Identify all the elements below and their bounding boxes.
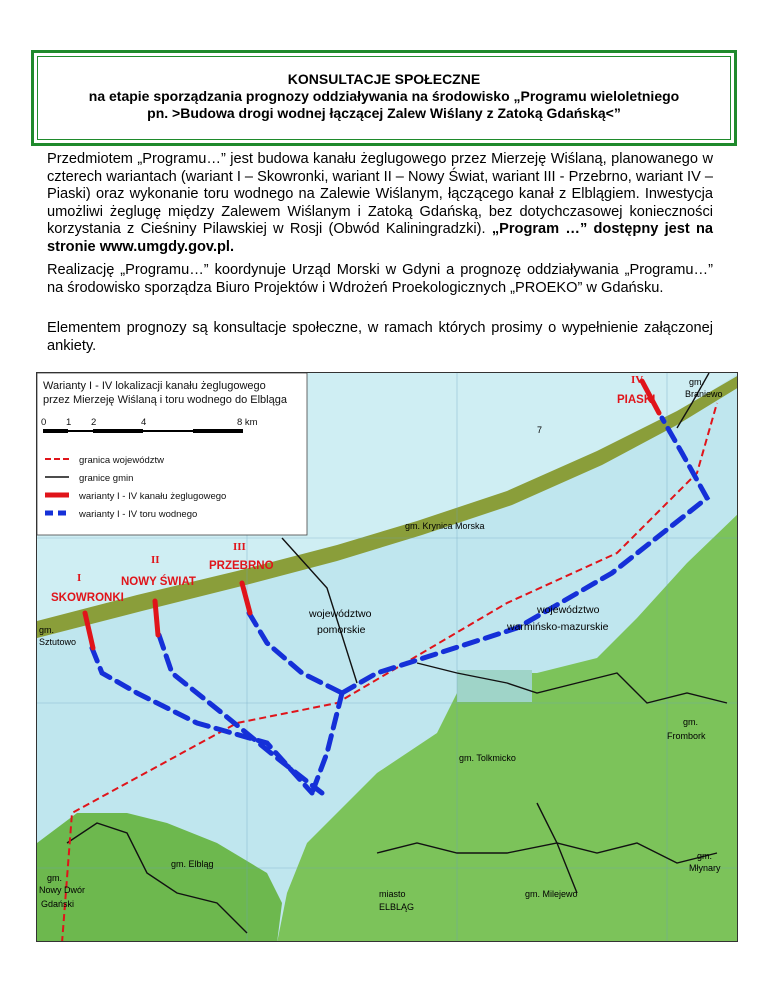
scale-tick: 1: [66, 417, 72, 428]
place-label: gm. Tolkmicko: [459, 753, 516, 763]
header-subtitle-line: na etapie sporządzania prognozy oddziaływania na środowisko „Programu wieloletniego: [88, 88, 680, 104]
program-availability-note: „Program …” dostępny jest na stronie www.umgdy.gov.pl.: [47, 221, 713, 255]
paragraph-survey-request: Elementem prognozy są konsultacje społeczne, w ramach których prosimy o wypełnienie załączonej ankiety.: [47, 320, 713, 354]
region-label: województwo: [309, 608, 372, 620]
variant-number: III: [233, 541, 246, 553]
variant-name: PIASKI: [617, 394, 656, 406]
variant-number: I: [77, 572, 82, 584]
header-title: KONSULTACJE SPOŁECZNE: [287, 71, 481, 87]
place-label: Braniewo: [685, 389, 723, 399]
variant-name: NOWY ŚWIAT: [121, 576, 196, 588]
scale-tick: 2: [91, 417, 97, 428]
header-frame: [31, 50, 737, 146]
variant-number: II: [151, 554, 160, 566]
place-label: gm.: [47, 873, 63, 883]
canal-variant-II: [155, 601, 158, 635]
grid-number: 7: [537, 425, 543, 435]
scale-tick: 4: [141, 417, 147, 428]
place-label: gm.: [697, 851, 713, 861]
legend-title-line: Warianty I - IV lokalizacji kanału żeglugowego: [43, 380, 266, 392]
region-label: pomorskie: [317, 624, 366, 636]
place-label: Gdański: [41, 899, 75, 909]
header-subtitle-line: pn. >Budowa drogi wodnej łączącej Zalew Wiślany z Zatoką Gdańską<”: [147, 105, 621, 121]
place-label: Młynary: [689, 863, 721, 873]
legend-label: warianty I - IV kanału żeglugowego: [79, 491, 227, 502]
legend-label: warianty I - IV toru wodnego: [79, 509, 198, 520]
map-legend: [37, 373, 307, 535]
place-label: gm. Milejewo: [525, 889, 578, 899]
place-label: Frombork: [667, 731, 706, 741]
legend-title-line: przez Mierzeję Wiślaną i toru wodnego do Elbląga: [43, 394, 287, 406]
variants-map: [36, 372, 738, 942]
variant-name: PRZEBRNO: [209, 560, 274, 572]
paragraph-program-description: [47, 151, 713, 257]
place-label: gm. Elbląg: [171, 859, 214, 869]
place-label: gm.: [39, 625, 55, 635]
place-label: Nowy Dwór: [39, 885, 86, 895]
paragraph-coordination: Realizację „Programu…” koordynuje Urząd Morski w Gdyni a prognozę oddziaływania „Programu…” na środowisko sporządza Biuro Projektów i Wdrożeń Proekologicznych „PROEKO” w Gdańsku.: [47, 262, 713, 296]
header-inner-frame: [37, 56, 731, 140]
variant-name: SKOWRONKI: [51, 592, 124, 604]
scale-tick: 8 km: [237, 417, 258, 428]
place-label: ELBLĄG: [379, 902, 415, 912]
place-label: Sztutowo: [39, 637, 77, 647]
map-canvas: [37, 373, 738, 942]
scale-tick: 0: [41, 417, 47, 428]
place-label: gm.: [689, 377, 705, 387]
place-label: gm.: [683, 717, 699, 727]
variant-number: IV: [631, 374, 644, 386]
region-label: województwo: [537, 604, 600, 616]
legend-label: granica województw: [79, 455, 165, 466]
place-label: miasto: [379, 889, 406, 899]
place-label: gm. Krynica Morska: [405, 521, 485, 531]
region-label: warmińsko-mazurskie: [507, 621, 609, 633]
paragraph-text: Przedmiotem „Programu…” jest budowa kanału żeglugowego przez Mierzeję Wiślaną, planowanego w czterech wariantach (wariant I – Skowronki, wariant II – Nowy Świat, wariant III - Przebrno, wariant IV – Piaski) oraz wykonanie toru wodnego na Zalewie Wiślanym, łączącego kanał z Elblągiem. Inwestycja umożliwi żeglugę między Zalewem Wiślanym i Zatoką Gdańską, bez dotychczasowej konieczności korzystania z Cieśniny Pilawskiej w Rosji (Obwód Kaliningradzki).: [47, 151, 713, 238]
legend-label: granice gmin: [79, 473, 134, 484]
